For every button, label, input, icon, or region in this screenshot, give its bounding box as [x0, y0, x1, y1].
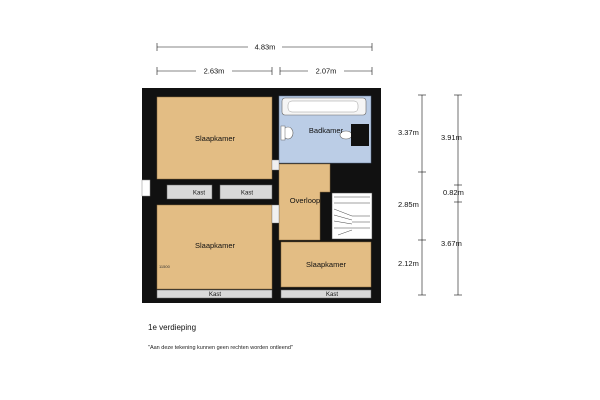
- label-kast-bottom-left: Kast: [208, 292, 222, 299]
- dim-side-b-2: 0.82m: [443, 187, 464, 197]
- label-slaapkamer-left: Slaapkamer: [194, 240, 236, 250]
- dim-side-a-3: 2.12m: [398, 258, 419, 268]
- label-overloop: Overloop: [289, 195, 321, 205]
- label-kast-bottom-right: Kast: [325, 292, 339, 299]
- dim-top-left: 2.63m: [203, 66, 225, 76]
- staircase-icon: [332, 193, 372, 239]
- label-slaapkamer-right: Slaapkamer: [305, 259, 347, 269]
- dim-side-b-1: 3.91m: [441, 132, 462, 142]
- disclaimer: "Aan deze tekening kunnen geen rechten worden ontleend": [148, 345, 293, 351]
- dim-side-a-2: 2.85m: [398, 199, 419, 209]
- label-slaapkamer-top: Slaapkamer: [194, 133, 236, 143]
- door-opening: [272, 205, 279, 223]
- label-kast-2: Kast: [240, 190, 254, 197]
- label-kast-1: Kast: [192, 190, 206, 197]
- floor-label: 1e verdieping: [148, 323, 197, 332]
- dim-top-total: 4.83m: [254, 42, 276, 52]
- dim-side-b-3: 3.67m: [441, 238, 462, 248]
- small-note: 11500: [159, 264, 170, 269]
- label-badkamer: Badkamer: [308, 125, 344, 135]
- dim-side-a-1: 3.37m: [398, 127, 419, 137]
- dim-top-right: 2.07m: [315, 66, 337, 76]
- door-opening: [272, 160, 279, 170]
- room-kast-1: [167, 185, 212, 199]
